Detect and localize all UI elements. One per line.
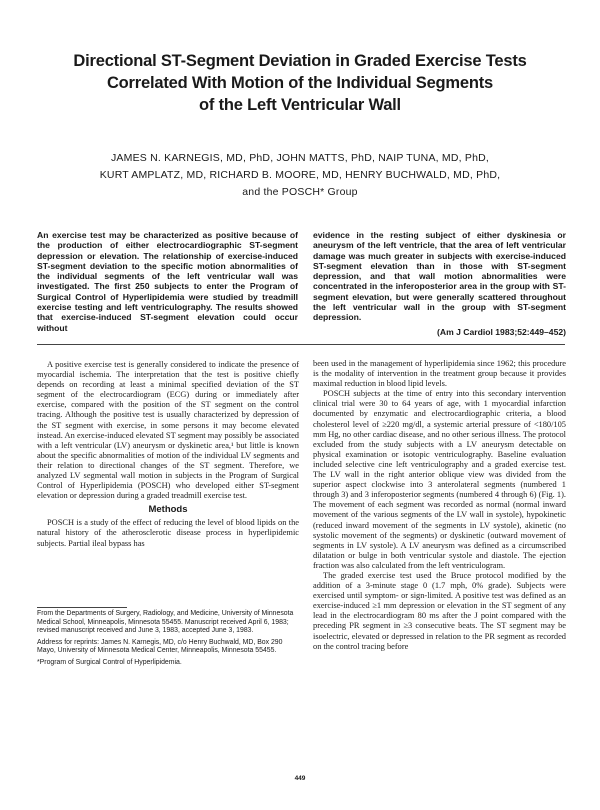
author-line: and the POSCH* Group: [242, 186, 358, 198]
author-line: KURT AMPLATZ, MD, RICHARD B. MOORE, MD, HENRY BUCHWALD, MD, PhD,: [99, 169, 501, 181]
abstract-right-column: [313, 230, 566, 337]
posch-footnote: *Program of Surgical Control of Hyperlipidemia.: [37, 658, 182, 666]
abstract-right-text: evidence in the resting subject of either dyskinesia or aneurysm of the left ventricle, that the area of left ventricular damage was much greater in subjects with exercise-induced ST-segment elevation than in those with ST-segment depression, and that wall motion abnormalities were concentrated in the inferoposterior area in the group with ST-segment elevation, but were generally scattered throughout the left ventricular wall in the group with ST-segment depression.: [313, 230, 566, 323]
title-line: Correlated With Motion of the Individual Segments: [106, 74, 494, 92]
title-line: Directional ST-Segment Deviation in Graded Exercise Tests: [73, 52, 527, 70]
author-line: JAMES N. KARNEGIS, MD, PhD, JOHN MATTS, PhD, NAIP TUNA, MD, PhD,: [110, 152, 490, 164]
abstract-divider: [37, 344, 565, 345]
methods-paragraph: POSCH is a study of the effect of reducing the level of blood lipids on the natural history of the atherosclerotic disease process in hyperlipidemic subjects. Partial ileal bypass has: [37, 518, 299, 548]
affiliation-footnote: From the Departments of Surgery, Radiology, and Medicine, University of Minnesota Medical School, Minneapolis, Minnesota 55455. Manuscript received April 6, 1983; revised manuscript received and June 3, 1983, accepted June 3, 1983.: [37, 610, 294, 635]
title-line: of the Left Ventricular Wall: [199, 96, 401, 114]
methods-heading: Methods: [148, 504, 188, 516]
body-left-column: [37, 360, 299, 549]
page-number: 449: [294, 775, 306, 782]
footnote-divider: [37, 607, 127, 608]
subjects-paragraph: POSCH subjects at the time of entry into this secondary intervention clinical trial were 30 to 64 years of age, with 1 myocardial infarction documented by enzymatic and electrocardiographic criteria, a blood cholesterol level of ≥220 mg/dl, a systemic arterial pressure of <180/105 mm Hg, no other cardiac disease, and no other serious illness. The protocol excluded from the study subjects with a LV aneurysm detectable on physical examination or isotopic ventriculography. Baseline evaluation included selective cine left ventriculography and a graded exercise test. The LV wall in the right anterior oblique view was divided from the superior aspect clockwise into 3 anterolateral segments (numbered 1 through 3) and 3 inferoposterior segments (numbered 4 through 6) (Fig. 1). The movement of each segment was recorded as normal (normal inward movement of the various segments of the LV wall in systole), hypokinetic (reduced inward movement of the segments in LV systole), akinetic (no systolic movement of the segments) or dyskinetic (outward movement of segments in LV systole). A LV aneurysm was defined as a circumscribed dilatation or bulge in both ventricular systole and diastole. The ejection fraction was also calculated from the left ventriculogram.: [313, 389, 566, 570]
abstract-left-column: An exercise test may be characterized as positive because of the production of either electrocardiographic ST-segment depression or elevation. The relationship of exercise-induced ST-segment deviation to the specific motion abnormalities of the individual segments of the left ventricular wall was investigated. The first 250 subjects to enter the Program of Surgical Control of Hyperlipidemia were studied by treadmill exercise testing and left ventriculography. The results showed that exercise-induced ST-segment elevation could occur without: [37, 230, 298, 333]
reprints-footnote: Address for reprints: James N. Karnegis, MD, c/o Henry Buchwald, MD, Box 290 Mayo, University of Minnesota Medical Center, Minneapolis, Minnesota 55455.: [37, 638, 283, 655]
article-title: [40, 50, 560, 116]
continued-paragraph: been used in the management of hyperlipidemia since 1962; this procedure is the modality of intervention in the treatment group because it provides maximal reduction in blood lipid levels.: [313, 359, 566, 389]
body-right-column: [313, 359, 566, 652]
journal-citation: (Am J Cardiol 1983;52:449–452): [437, 326, 566, 337]
exercise-test-paragraph: The graded exercise test used the Bruce protocol modified by the addition of a 3-minute stage 0 (1.7 mph, 0% grade). Subjects were exercised until symptom- or sign-limited. A positive test was defined as an exercise-induced ≥1 mm depression or elevation in the ST segment of any lead in the electrocardiogram 80 ms after the J point compared with the preceding PR segment in ≥3 consecutive beats. The ST segment may be isoelectric, elevated or depressed in relation to the PR segment as recorded on the control tracing before: [313, 570, 566, 651]
footnotes: [37, 610, 299, 671]
author-list: [40, 150, 560, 201]
intro-paragraph: A positive exercise test is generally considered to indicate the presence of myocardial ischemia. The interpretation that the test is positive chiefly depends on recording at least a minimal specified deviation of the ST segment of the electrocardiogram (ECG) during or immediately after exercise, compared with the position of the ST segment on the control tracing. Although the positive test is usually characterized by depression of the ST segment with exercise, in some persons it may become elevated instead. An exercise-induced elevated ST segment may possibly be associated with a left ventricular (LV) aneurysm or dyskinetic area,¹ but little is known about the specific abnormalities of motion of the individual LV segments and their relation to directional changes of the ST segment. Therefore, we analyzed LV segmental wall motion in subjects in the Program of Surgical Control of Hyperlipidemia (POSCH) who developed either ST-segment elevation or depression during a graded treadmill exercise test.: [37, 360, 299, 501]
